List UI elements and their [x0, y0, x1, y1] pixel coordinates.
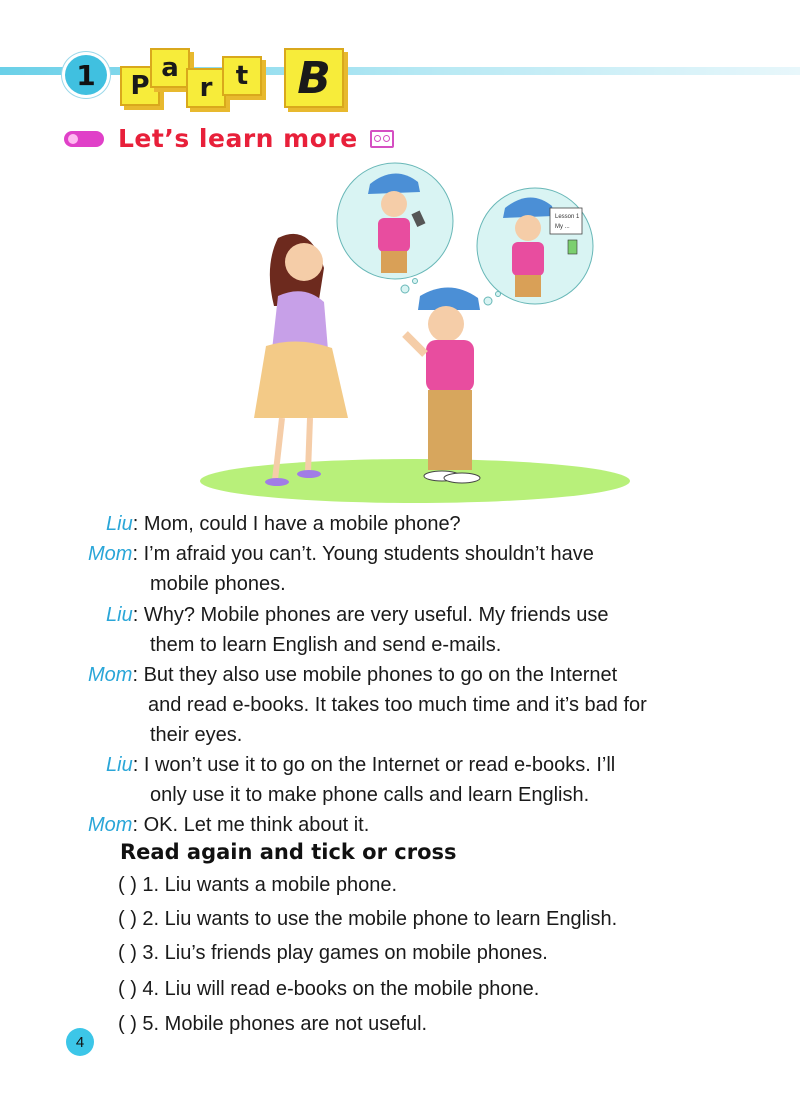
dialogue-line: Mom: I’m afraid you can’t. Young students shouldn’t have [88, 543, 594, 565]
dialogue-line: Liu: Mom, could I have a mobile phone? [106, 513, 461, 535]
bubble-note-title: Lesson 1 [555, 214, 580, 220]
dialogue-line: Liu: Why? Mobile phones are very useful. My friends use [106, 604, 609, 626]
section-title-row [64, 124, 394, 153]
boy-figure [405, 287, 480, 483]
part-cube-t: t [222, 56, 262, 96]
dialogue-line: Mom: But they also use mobile phones to go on the Internet [88, 664, 618, 686]
part-cube-a: a [150, 48, 190, 88]
exercise-item[interactable]: ( ) 4. Liu will read e-books on the mobile phone. [118, 978, 540, 1000]
page-number: 4 [66, 1028, 94, 1056]
tape-icon [370, 130, 394, 148]
part-cube-p: P [120, 66, 160, 106]
part-cube-r: r [186, 68, 226, 108]
dialogue-line: them to learn English and send e-mails. [150, 634, 502, 656]
exercise-item[interactable]: ( ) 2. Liu wants to use the mobile phone to learn English. [118, 908, 618, 930]
mom-figure [254, 234, 348, 486]
dialogue-line: and read e-books. It takes too much time and it’s bad for [148, 694, 647, 716]
pill-icon [64, 131, 104, 147]
dialogue-line: Mom: OK. Let me think about it. [88, 814, 370, 836]
exercise-title: Read again and tick or cross [120, 840, 457, 864]
exercise-item[interactable]: ( ) 1. Liu wants a mobile phone. [118, 874, 398, 896]
section-title: Let’s learn more [118, 124, 358, 153]
grass-patch [200, 459, 630, 503]
exercise-item[interactable]: ( ) 3. Liu’s friends play games on mobile phones. [118, 942, 548, 964]
dialogue-line: mobile phones. [150, 573, 286, 595]
dialogue-illustration [200, 156, 630, 506]
dialogue-line: only use it to make phone calls and learn English. [150, 784, 590, 806]
unit-number-badge: 1 [62, 52, 110, 98]
exercise-item[interactable]: ( ) 5. Mobile phones are not useful. [118, 1013, 428, 1035]
dialogue-line: their eyes. [150, 724, 243, 746]
bubble-note-sub: My ... [555, 224, 570, 230]
part-cube-b: B [284, 48, 344, 108]
dialogue-line: Liu: I won’t use it to go on the Internet or read e-books. I’ll [106, 754, 616, 776]
